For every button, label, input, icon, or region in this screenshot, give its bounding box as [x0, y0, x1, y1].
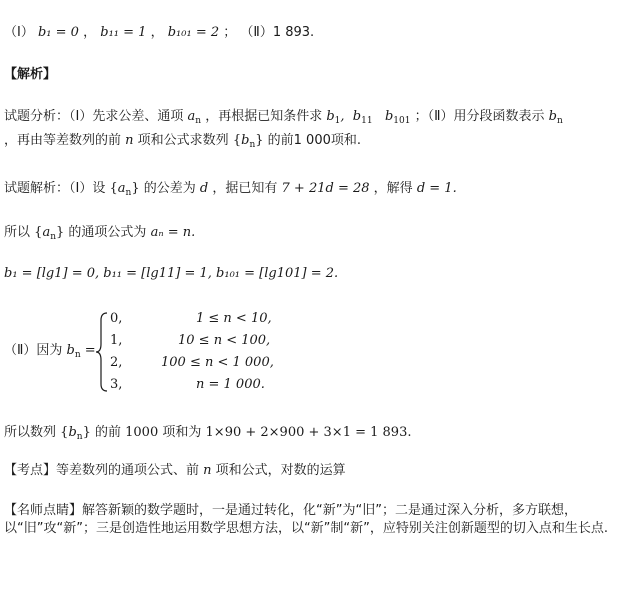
analysis-header: 【解析】 — [4, 67, 57, 82]
case-cond: 100 ≤ n < 1 000, — [161, 355, 274, 370]
solution-line-1: 试题解析：（Ⅰ）设 $\{a_n\}$ 的公差为 d ，据已知有 7 + 21d = 28 ，解得 d = 1. — [4, 181, 457, 198]
case-row: 3, — [110, 377, 123, 392]
answer-b1: b₁ = 0 — [37, 25, 79, 40]
analysis-line-1: 试题分析：（Ⅰ）先求公差、通项 $a_n$ ，再根据已知条件求 $b_1$, $b_{11}$ $b_{101}$ ；（Ⅱ）用分段函数表示 $b_n$ — [4, 109, 563, 126]
piecewise-lead: （Ⅱ）因为 $b_n$ = — [4, 343, 96, 360]
answer-part2: （Ⅱ）1 893. — [240, 25, 315, 40]
answer-line: （Ⅰ） b₁ = 0 ， b₁₁ = 1 ， b₁₀₁ = 2 ； （Ⅱ）1 893. — [4, 25, 315, 40]
case-cond: n = 1 000. — [196, 377, 265, 392]
answer-part1: （Ⅰ） — [4, 25, 34, 40]
case-cond: 1 ≤ n < 10, — [196, 311, 272, 326]
b-values-line: b₁ = [lg1] = 0, b₁₁ = [lg11] = 1, b₁₀₁ = [lg101] = 2. — [4, 266, 339, 281]
analysis-line-2: ，再由等差数列的前 n 项和公式求数列 $\{b_n\}$ 的前1 000项和. — [4, 133, 362, 150]
brace-icon — [95, 312, 109, 392]
sum-line: 所以数列 $\{b_n\}$ 的前 1000 项和为 1×90 + 2×900 + 3×1 = 1 893. — [4, 425, 412, 442]
case-row: 0, — [110, 311, 123, 326]
case-row: 2, — [110, 355, 123, 370]
teacher-note: 【名师点睛】解答新颖的数学题时，一是通过转化，化“新”为“旧”；二是通过深入分析，多方联想，以“旧”攻“新”；三是创造性地运用数学思想方法，以“新”制“新”，应特别关注创新题型的切入点和生长点. — [4, 503, 609, 536]
answer-b11: b₁₁ = 1 — [100, 25, 147, 40]
case-cond: 10 ≤ n < 100, — [178, 333, 271, 348]
answer-b101: b₁₀₁ = 2 — [167, 25, 220, 40]
kaodian-line: 【考点】等差数列的通项公式、前 n 项和公式，对数的运算 — [4, 463, 346, 478]
general-term-line: 所以 $\{a_n\}$ 的通项公式为 aₙ = n. — [4, 225, 196, 242]
case-row: 1, — [110, 333, 123, 348]
